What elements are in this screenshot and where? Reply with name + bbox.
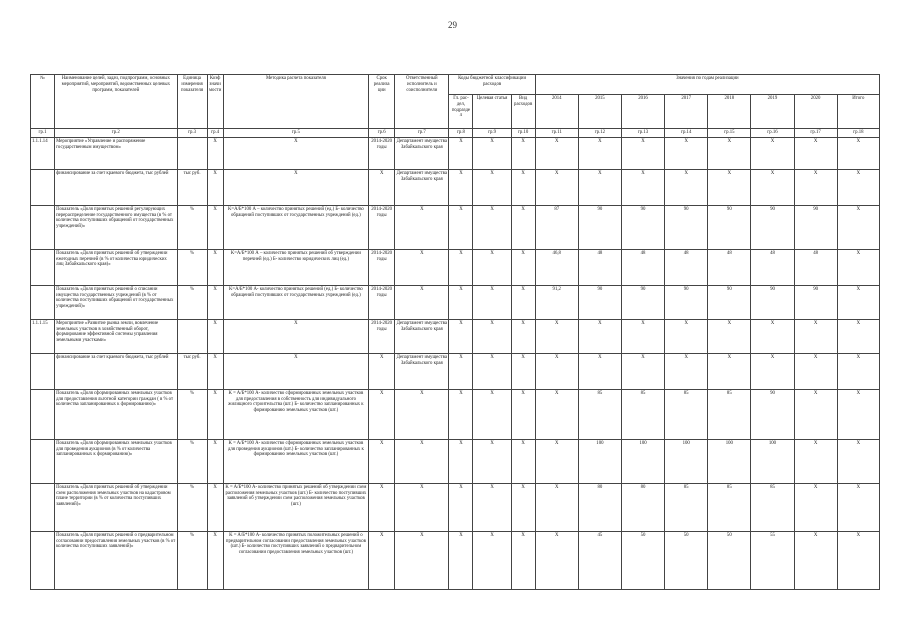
row-coef: X <box>207 169 223 205</box>
table-row <box>31 249 880 285</box>
row-year-value: X <box>794 319 837 353</box>
row-code-vr: X <box>511 439 535 483</box>
row-year-value: 48 <box>578 249 621 285</box>
row-code-gr: X <box>449 353 473 389</box>
row-number <box>31 169 55 205</box>
row-number <box>31 439 55 483</box>
table-row <box>31 439 880 483</box>
col-number: гр.6 <box>369 129 395 138</box>
row-year-value: X <box>708 137 751 169</box>
row-code-gr: X <box>449 169 473 205</box>
indicators-table <box>30 74 880 590</box>
row-responsible: Департамент имущества Забайкальского края <box>395 137 449 169</box>
row-unit: % <box>177 285 207 319</box>
row-year-value: 90 <box>621 285 664 319</box>
row-code-gr: X <box>449 205 473 249</box>
row-year-value: X <box>578 137 621 169</box>
row-year-value: 90 <box>794 205 837 249</box>
col-number: гр.13 <box>621 129 664 138</box>
row-year-value: 91,2 <box>535 285 578 319</box>
row-code-vr: X <box>511 249 535 285</box>
header-year: 2019 <box>751 95 794 129</box>
row-year-value: X <box>535 137 578 169</box>
row-year-value: 90 <box>665 285 708 319</box>
row-total: X <box>837 531 879 589</box>
header-year: 2014 <box>535 95 578 129</box>
row-year-value: 85 <box>751 483 794 531</box>
row-total: X <box>837 353 879 389</box>
row-code-vr: X <box>511 285 535 319</box>
row-unit: % <box>177 249 207 285</box>
row-coef: X <box>207 205 223 249</box>
row-term: 2014-2020 годы <box>369 319 395 353</box>
row-name: Показатель «Доля принятых решений регулирующих перераспределение государственного имущества (в % от количества поступивших обращений от государственных учреждений)» <box>55 205 177 249</box>
row-year-value: 85 <box>708 389 751 439</box>
row-responsible: X <box>395 205 449 249</box>
header-code-vr: Вид расходов <box>511 95 535 129</box>
row-term: 2014-2020 годы <box>369 285 395 319</box>
row-year-value: 46,8 <box>535 249 578 285</box>
row-code-cs: X <box>473 285 511 319</box>
row-code-gr: X <box>449 319 473 353</box>
row-responsible: X <box>395 249 449 285</box>
row-total: X <box>837 249 879 285</box>
row-code-vr: X <box>511 483 535 531</box>
row-total: X <box>837 169 879 205</box>
row-year-value: X <box>621 169 664 205</box>
row-year-value: X <box>665 137 708 169</box>
row-unit: % <box>177 439 207 483</box>
row-term: X <box>369 483 395 531</box>
row-coef: X <box>207 137 223 169</box>
row-total: X <box>837 483 879 531</box>
header-codes: Коды бюджетной классификации расходов <box>449 75 535 95</box>
header-values: Значения по годам реализации <box>535 75 879 95</box>
col-number: гр.15 <box>708 129 751 138</box>
row-year-value: X <box>535 531 578 589</box>
header-code-gr: Гл. рас- дел, подразде л <box>449 95 473 129</box>
row-year-value: 100 <box>751 439 794 483</box>
row-responsible: Департамент имущества Забайкальского края <box>395 169 449 205</box>
row-number <box>31 205 55 249</box>
row-total: X <box>837 205 879 249</box>
row-year-value: 90 <box>751 285 794 319</box>
row-year-value: 90 <box>751 389 794 439</box>
row-year-value: X <box>621 319 664 353</box>
row-year-value: X <box>794 389 837 439</box>
row-year-value: X <box>535 353 578 389</box>
row-method: K = A/Б*100 А- количество сформированных земельных участков для предоставления в собственность для индивидуального жилищного строительства (шт.) Б- количество запланированных к формированию земельных участков (шт.) <box>223 389 369 439</box>
col-number: гр.17 <box>794 129 837 138</box>
row-year-value: X <box>794 353 837 389</box>
row-code-cs: X <box>473 389 511 439</box>
row-code-vr: X <box>511 319 535 353</box>
row-code-vr: X <box>511 205 535 249</box>
row-year-value: 48 <box>665 249 708 285</box>
row-year-value: X <box>751 319 794 353</box>
col-number: гр.18 <box>837 129 879 138</box>
row-year-value: X <box>535 439 578 483</box>
col-number: гр.9 <box>473 129 511 138</box>
row-year-value: X <box>708 169 751 205</box>
row-term: X <box>369 389 395 439</box>
row-year-value: X <box>535 389 578 439</box>
header-year: 2016 <box>621 95 664 129</box>
row-year-value: 85 <box>665 389 708 439</box>
table-row <box>31 285 880 319</box>
row-unit <box>177 319 207 353</box>
col-number: гр.11 <box>535 129 578 138</box>
row-method: K = A/Б*100 А- количество принятых положительных решений о предварительном согласовании предоставления земельных участков (шт.) Б- количество поступивших заявлений о предварительном согласовании предоставления земельных участков (шт.) <box>223 531 369 589</box>
row-year-value: X <box>535 319 578 353</box>
row-year-value: X <box>535 483 578 531</box>
row-code-gr: X <box>449 249 473 285</box>
row-year-value: X <box>794 169 837 205</box>
row-term: X <box>369 169 395 205</box>
row-method: K=A/Б*100 А – количество принятых решений об утверждении перечней (ед.) Б- количество юридических лиц (ед.) <box>223 249 369 285</box>
column-numbers-row <box>31 129 880 138</box>
row-year-value: X <box>665 169 708 205</box>
row-year-value: 100 <box>621 439 664 483</box>
row-name: Мероприятие «Развитие рынка земли, вовлечение земельных участков в хозяйственный оборот, формирование эффективной системы управления земельными участками» <box>55 319 177 353</box>
row-year-value: X <box>578 169 621 205</box>
row-year-value: X <box>578 319 621 353</box>
row-year-value: 80 <box>621 483 664 531</box>
row-method: X <box>223 319 369 353</box>
table-row <box>31 137 880 169</box>
col-number: гр.8 <box>449 129 473 138</box>
row-year-value: 100 <box>665 439 708 483</box>
table-row <box>31 353 880 389</box>
row-number <box>31 285 55 319</box>
row-code-vr: X <box>511 353 535 389</box>
row-code-vr: X <box>511 169 535 205</box>
row-year-value: X <box>665 319 708 353</box>
row-unit: % <box>177 205 207 249</box>
row-number <box>31 353 55 389</box>
row-code-gr: X <box>449 389 473 439</box>
row-method: K = A/Б*100 А- количество принятых решений об утверждении схем расположения земельных участков (шт.) Б- количество поступивших заявлений об утверждении схем расположения земельных участков (шт.) <box>223 483 369 531</box>
row-code-cs: X <box>473 137 511 169</box>
row-name: Показатель «Доля сформированных земельных участков для предоставления льготной категории граждан ( в % от количества запланированных к формированию)» <box>55 389 177 439</box>
header-code-cs: Целевая статья <box>473 95 511 129</box>
row-year-value: 85 <box>665 483 708 531</box>
row-year-value: 50 <box>665 531 708 589</box>
row-code-cs: X <box>473 249 511 285</box>
header-year: 2020 <box>794 95 837 129</box>
col-number: гр.7 <box>395 129 449 138</box>
row-year-value: 80 <box>578 483 621 531</box>
row-year-value: 85 <box>578 389 621 439</box>
row-coef: X <box>207 319 223 353</box>
row-code-vr: X <box>511 531 535 589</box>
row-number <box>31 483 55 531</box>
row-year-value: 48 <box>621 249 664 285</box>
row-code-gr: X <box>449 483 473 531</box>
row-year-value: 90 <box>794 285 837 319</box>
row-number: 1.1.1.14 <box>31 137 55 169</box>
row-term: 2014-2020 годы <box>369 205 395 249</box>
table-row <box>31 205 880 249</box>
row-total: X <box>837 439 879 483</box>
row-coef: X <box>207 439 223 483</box>
header-n: № <box>31 75 55 129</box>
table-body <box>31 137 880 589</box>
row-number <box>31 249 55 285</box>
col-number: гр.14 <box>665 129 708 138</box>
row-method: X <box>223 353 369 389</box>
row-term: 2014-2020 годы <box>369 249 395 285</box>
row-coef: X <box>207 483 223 531</box>
row-term: X <box>369 439 395 483</box>
row-number <box>31 389 55 439</box>
row-unit: тыс руб. <box>177 353 207 389</box>
row-code-cs: X <box>473 205 511 249</box>
row-responsible: X <box>395 389 449 439</box>
row-year-value: X <box>751 353 794 389</box>
row-year-value: X <box>665 353 708 389</box>
col-number: гр.16 <box>751 129 794 138</box>
row-name: Мероприятие «Управление и распоряжение государственным имуществом» <box>55 137 177 169</box>
col-number: гр.2 <box>55 129 177 138</box>
header-year: 2017 <box>665 95 708 129</box>
row-year-value: X <box>751 137 794 169</box>
col-number: гр.4 <box>207 129 223 138</box>
row-year-value: X <box>751 169 794 205</box>
row-year-value: 90 <box>621 205 664 249</box>
row-year-value: X <box>578 353 621 389</box>
col-number: гр.1 <box>31 129 55 138</box>
col-number: гр.12 <box>578 129 621 138</box>
row-number <box>31 531 55 589</box>
row-coef: X <box>207 353 223 389</box>
header-resp: Ответственный исполнитель и соисполнители <box>395 75 449 129</box>
header-year: 2018 <box>708 95 751 129</box>
row-year-value: X <box>794 137 837 169</box>
row-responsible: Департамент имущества Забайкальского края <box>395 319 449 353</box>
header-method: Методика расчета показателя <box>223 75 369 129</box>
row-year-value: 85 <box>621 389 664 439</box>
row-number: 1.1.1.15 <box>31 319 55 353</box>
row-responsible: X <box>395 531 449 589</box>
row-name: финансирование за счет краевого бюджета, тыс рублей <box>55 169 177 205</box>
row-year-value: 90 <box>751 205 794 249</box>
row-method: X <box>223 137 369 169</box>
row-coef: X <box>207 389 223 439</box>
row-year-value: X <box>535 169 578 205</box>
row-responsible: X <box>395 483 449 531</box>
row-year-value: X <box>708 319 751 353</box>
row-year-value: X <box>794 483 837 531</box>
row-year-value: 45 <box>578 531 621 589</box>
row-method: X <box>223 169 369 205</box>
row-year-value: 87 <box>535 205 578 249</box>
row-responsible: Департамент имущества Забайкальского края <box>395 353 449 389</box>
table-row <box>31 531 880 589</box>
header-year: 2015 <box>578 95 621 129</box>
row-year-value: X <box>708 353 751 389</box>
row-year-value: 55 <box>751 531 794 589</box>
row-unit: % <box>177 389 207 439</box>
row-total: X <box>837 389 879 439</box>
table-row <box>31 319 880 353</box>
row-name: Показатель «Доля принятых решений о списании имущества государственных учреждений (в % от количества поступивших обращений от государственных учреждений)» <box>55 285 177 319</box>
row-year-value: 50 <box>708 531 751 589</box>
row-year-value: 48 <box>751 249 794 285</box>
row-total: X <box>837 285 879 319</box>
col-number: гр.10 <box>511 129 535 138</box>
row-year-value: X <box>621 137 664 169</box>
row-code-cs: X <box>473 531 511 589</box>
row-year-value: 100 <box>578 439 621 483</box>
header-name: Наименование целей, задач, подпрограмм, основных мероприятий, мероприятий, ведомственных целевых программ, показателей <box>55 75 177 129</box>
row-code-vr: X <box>511 137 535 169</box>
row-year-value: 90 <box>578 285 621 319</box>
header-term: Срок реализа ции <box>369 75 395 129</box>
row-coef: X <box>207 285 223 319</box>
row-total: X <box>837 319 879 353</box>
table-header <box>31 75 880 138</box>
row-unit: % <box>177 531 207 589</box>
row-unit <box>177 137 207 169</box>
row-code-gr: X <box>449 285 473 319</box>
header-total: Итого <box>837 95 879 129</box>
row-year-value: 90 <box>708 285 751 319</box>
row-name: Показатель «Доля сформированных земельных участков для проведения аукционов (в % от количества запланированных к формированию)» <box>55 439 177 483</box>
row-code-cs: X <box>473 319 511 353</box>
page-number: 29 <box>448 20 457 30</box>
row-code-gr: X <box>449 439 473 483</box>
row-name: Показатель «Доля принятых решений об утверждении схем расположения земельных участков на кадастровом плане территории (в % от количества поступивших заявлений)» <box>55 483 177 531</box>
row-code-gr: X <box>449 137 473 169</box>
row-year-value: 90 <box>578 205 621 249</box>
row-responsible: X <box>395 285 449 319</box>
table-row <box>31 483 880 531</box>
row-year-value: 90 <box>708 205 751 249</box>
header-coef: Коэф значи мости <box>207 75 223 129</box>
row-term: X <box>369 353 395 389</box>
row-name: финансирование за счет краевого бюджета, тыс рублей <box>55 353 177 389</box>
row-year-value: 85 <box>708 483 751 531</box>
row-year-value: 48 <box>794 249 837 285</box>
row-code-vr: X <box>511 389 535 439</box>
header-unit: Единица измерения показателя <box>177 75 207 129</box>
row-code-cs: X <box>473 353 511 389</box>
row-year-value: X <box>794 531 837 589</box>
row-year-value: 50 <box>621 531 664 589</box>
row-method: K=A/Б*100 А- количество принятых решений (ед.) Б- количество обращений поступивших от государственных учреждений (ед.) <box>223 285 369 319</box>
row-unit: тыс руб. <box>177 169 207 205</box>
row-year-value: 48 <box>708 249 751 285</box>
row-year-value: X <box>621 353 664 389</box>
col-number: гр.3 <box>177 129 207 138</box>
row-year-value: 90 <box>665 205 708 249</box>
col-number: гр.5 <box>223 129 369 138</box>
row-code-cs: X <box>473 439 511 483</box>
row-method: K = A/Б*100 А- количество сформированных земельных участков для проведения аукционов (шт.) Б- количество запланированных к формированию земельных участков (шт.) <box>223 439 369 483</box>
row-code-cs: X <box>473 169 511 205</box>
row-unit: % <box>177 483 207 531</box>
row-coef: X <box>207 249 223 285</box>
row-total: X <box>837 137 879 169</box>
row-code-cs: X <box>473 483 511 531</box>
table-row <box>31 169 880 205</box>
row-method: K=A/Б*100 А – количество принятых решений (ед.) Б- количество обращений поступивших от государственных учреждений (ед.) <box>223 205 369 249</box>
row-coef: X <box>207 531 223 589</box>
row-code-gr: X <box>449 531 473 589</box>
row-responsible: X <box>395 439 449 483</box>
row-term: X <box>369 531 395 589</box>
row-name: Показатель «Доля принятых решений о предварительном согласовании предоставления земельных участков (в % от количества поступивших заявлений)» <box>55 531 177 589</box>
table-row <box>31 389 880 439</box>
row-name: Показатель «Доля принятых решений об утверждении ежегодных перечней (в % от количества юридических лиц Забайкальского края)» <box>55 249 177 285</box>
row-year-value: 100 <box>708 439 751 483</box>
row-year-value: X <box>794 439 837 483</box>
row-term: 2014-2020 годы <box>369 137 395 169</box>
